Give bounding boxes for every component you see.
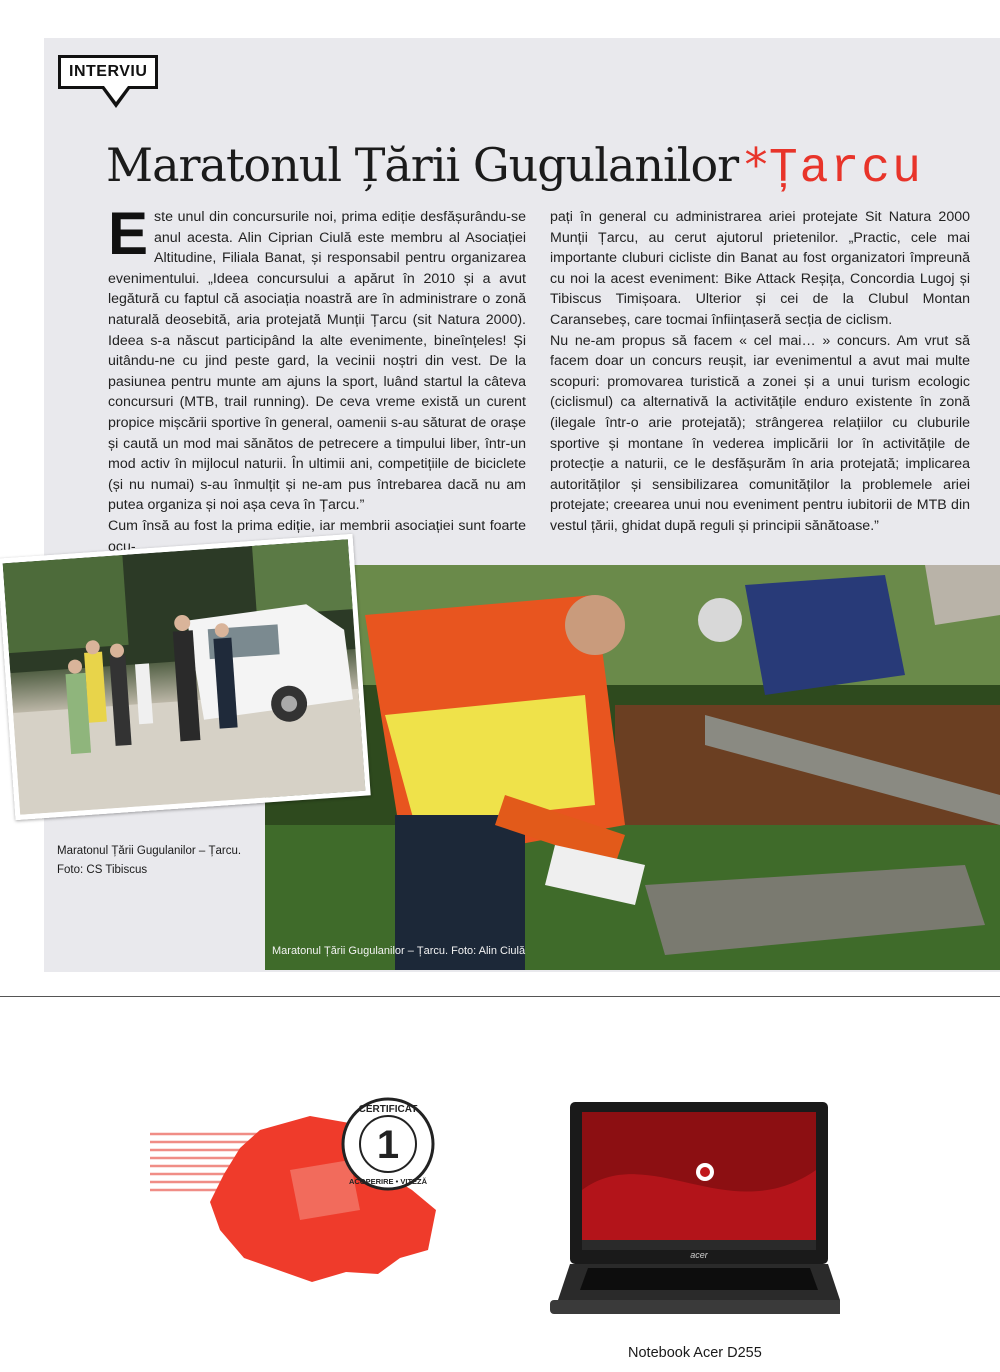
section-tag-pointer-inner — [104, 86, 128, 102]
laptop-image — [540, 1100, 840, 1330]
paragraph: pați în general cu administrarea ariei protejate Sit Natura 2000 Munții Țarcu, au cerut ajutorul prietenilor. „Practic, cele mai importante cluburi cicliste din Banat au fost organizatori împreună cu noi la acest eveniment: Bike Attack Reșița, Concordia Lugoj și Tibiscus Timișoara. Ulterior și cei de la Clubul Montan Caransebeș, care tocmai înființaseră secția de ciclism. — [550, 209, 970, 328]
title-main: Maratonul Țării Gugulanilor — [106, 138, 739, 192]
caption-big-photo: Maratonul Țării Gugulanilor – Țarcu. Foto: Alin Ciulă — [272, 945, 526, 957]
title-sub: Țarcu — [768, 142, 923, 196]
photo-group-near-car — [0, 534, 371, 820]
title-separator: * — [742, 138, 769, 192]
badge-subtitle: ACOPERIRE • VITEZĂ — [348, 1177, 428, 1186]
paragraph: Cum însă au fost la prima ediție, iar membrii asociației sunt foarte ocu- — [108, 517, 526, 555]
certificate-badge — [340, 1096, 436, 1192]
photo-chainsaw-forest — [265, 565, 1000, 970]
product-label: Notebook Acer D255 — [628, 1345, 762, 1361]
article-title — [106, 138, 923, 196]
article-column-right — [550, 207, 970, 537]
laptop-brand-logo: acer — [690, 1250, 708, 1260]
section-tag: INTERVIU — [58, 55, 158, 89]
paragraph: ste unul din concursurile noi, prima ediție desfășurându-se anul acesta. Alin Ciprian Ciulă este membru al Asociației Altitudine, Filiala Banat, și responsabil pentru organizarea evenimentului. „Ideea concursului a apărut în 2010 și a avut legătură cu faptul că asociația noastră are în administrare o zonă naturală deosebită, aria protejată Munții Țarcu (sit Natura 2000). Ideea s-a născut participând la alte evenimente, bineînțeles! Și uitându-ne cu jind peste gard, la vecinii noștri din vest. De la pasiunea pentru munte am ajuns la sport, luând startul la câteva concursuri (MTB, trail running). De ceva vreme există un curent propice mișcării sportive în general, oamenii s-au săturat de orașe și caută un mod mai sănătos de petrecere a timpului liber, într-un mod activ în mijlocul naturii. În ultimii ani, competițiile de biciclete (și nu numai) s-au înmulțit și ne-am pus întrebarea dacă nu am putea organiza și noi așa ceva în Țarcu.” — [108, 209, 526, 514]
photo-group-illustration — [3, 539, 366, 815]
caption-small-photo — [57, 842, 241, 880]
photo-chainsaw-illustration — [265, 565, 1000, 970]
badge-number: 1 — [376, 1123, 400, 1167]
caption-small-line2: Foto: CS Tibiscus — [57, 864, 148, 876]
badge-title: CERTIFICAT — [358, 1104, 418, 1115]
caption-small-line1: Maratonul Țării Gugulanilor – Țarcu. — [57, 845, 242, 857]
article-column-left — [108, 200, 526, 557]
page-divider — [0, 996, 1000, 997]
dropcap: E — [108, 200, 149, 267]
paragraph: Nu ne-am propus să facem « cel mai… » concurs. Am vrut să facem doar un concurs reușit, iar evenimentul a avut mai multe scopuri: promovarea turistică a zonei și a unui turism ecologic (ciclismul) ca alternativă la activitățile enduro existente în zonă (ilegale într-o arie protejată); strângerea relațiilor cu cluburile sportive și montane în vederea implicării lor în activitățile de protecție a naturii, ce le desfășurăm în aria protejată; implicarea autorităților și sensibilizarea comunităților la problemele ariei protejate; creearea unui nou eveniment pentru iubitorii de MTB din vestul țării, ghidat după reguli și principii sănătoase.” — [550, 332, 970, 534]
